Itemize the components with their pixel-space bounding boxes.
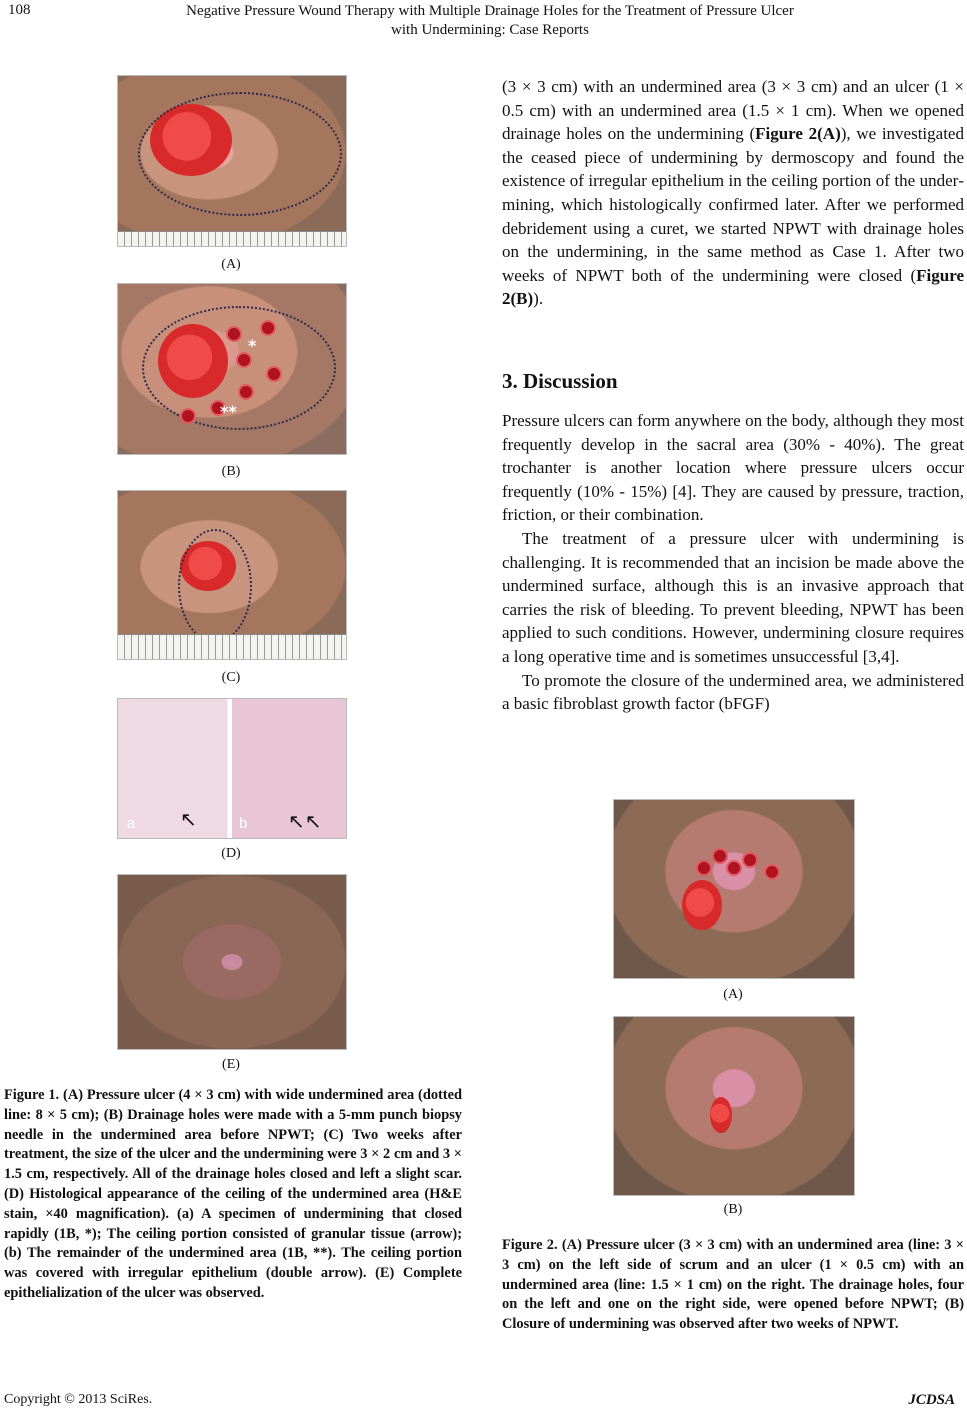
figure2-label-b: (B) bbox=[723, 1202, 743, 1217]
drainage-hole bbox=[226, 326, 242, 342]
figure1-label-b: (B) bbox=[221, 464, 241, 479]
figure1-label-d: (D) bbox=[221, 846, 241, 861]
figure2-panel-a-photo bbox=[613, 799, 855, 979]
section-heading-discussion: 3. Discussion bbox=[502, 369, 618, 393]
figure1-panel-d-histology bbox=[117, 698, 347, 839]
drainage-hole bbox=[260, 320, 276, 336]
double-arrow-icon: ↖↖ bbox=[288, 809, 322, 833]
drainage-hole bbox=[696, 860, 712, 876]
running-title bbox=[100, 2, 880, 40]
figure1-panel-e-photo bbox=[117, 874, 347, 1050]
discussion-text bbox=[502, 409, 964, 716]
drainage-hole bbox=[712, 848, 728, 864]
drainage-hole bbox=[726, 860, 742, 876]
undermining-outline bbox=[178, 529, 252, 643]
running-title-line-1: Negative Pressure Wound Therapy with Multiple Drainage Holes for the Treatment of Pressure Ulcer bbox=[186, 3, 794, 19]
undermining-outline bbox=[142, 306, 336, 430]
discussion-paragraph-3: To promote the closure of the undermined area, we administered a basic fibroblast growth factor (bFGF) bbox=[502, 670, 964, 714]
running-title-line-2: with Undermining: Case Reports bbox=[391, 22, 589, 38]
figure2-label-a: (A) bbox=[723, 987, 743, 1002]
double-star-marker: ** bbox=[220, 402, 237, 421]
figure1-caption: Figure 1. (A) Pressure ulcer (4 × 3 cm) with wide undermined area (dotted line: 8 × 5 cm); (B) Drainage holes were made with a 5-mm punch biopsy needle in the undermined area before NPWT; (C) Two weeks after treatment, the size of the ulcer and the undermining were 3 × 2 cm and 3 × 1.5 cm, respectively. All of the drainage holes closed and left a slight scar. (D) Histological appearance of the ceiling of the undermined area (H&E stain, ×40 magnification). (a) A specimen of undermining that closed rapidly (1B, *); The ceiling portion consisted of granular tissue (arrow); (b) The remainder of the undermined area (1B, **). The ceiling portion was covered with irregular epithelium (double arrow). (E) Complete epithelialization of the ulcer was observed. bbox=[4, 1087, 462, 1301]
footer-journal-name: JCDSA bbox=[908, 1392, 955, 1408]
footer-copyright: Copyright © 2013 SciRes. bbox=[4, 1392, 153, 1407]
figure2-caption: Figure 2. (A) Pressure ulcer (3 × 3 cm) with an undermined area (line: 3 × 3 cm) on the left side of scrum and an ulcer (1 × 0.5 cm) with an undermined area (line: 1.5 × 1 cm) on the right. The drainage holes, four on the left and one on the right side, were opened before NPWT; (B) Closure of undermining was observed after two weeks of NPWT. bbox=[502, 1237, 964, 1333]
drainage-hole bbox=[180, 408, 196, 424]
figure1-panel-c-photo bbox=[117, 490, 347, 660]
measurement-ruler bbox=[118, 634, 346, 659]
undermining-outline bbox=[138, 92, 342, 216]
figure1-label-c: (C) bbox=[221, 670, 241, 685]
drainage-hole bbox=[238, 384, 254, 400]
figure-ref-2a: Figure 2(A) bbox=[755, 124, 841, 144]
figure-ref-2b: Figure 2(B) bbox=[502, 265, 964, 309]
measurement-ruler bbox=[118, 231, 346, 246]
ulcer-wound bbox=[682, 880, 722, 930]
figure2-panel-b-photo bbox=[613, 1016, 855, 1196]
figure1-label-e: (E) bbox=[222, 1057, 240, 1072]
histology-label-b: b bbox=[239, 815, 248, 832]
figure1-label-a: (A) bbox=[221, 257, 241, 272]
figure1-panel-a-photo bbox=[117, 75, 347, 247]
continued-paragraph bbox=[502, 75, 964, 311]
continued-text-2: ), we investigated the ceased piece of undermining by dermoscopy and found the existence of irregular epithelium in the ceiling portion of the undermining, which histologically confirmed later. After we performed debridement using a curet, we started NPWT with drainage holes on the undermining, in the same method as Case 1. After two weeks of NPWT both of the undermining were closed ( bbox=[502, 124, 964, 285]
drainage-hole bbox=[266, 366, 282, 382]
drainage-hole bbox=[742, 852, 758, 868]
arrow-icon: ↖ bbox=[180, 807, 197, 831]
histology-label-a: a bbox=[127, 815, 136, 832]
ulcer-wound bbox=[710, 1097, 732, 1133]
continued-text-1: (3 × 3 cm) with an undermined area (3 × 3 cm) and an ulcer (1 × 0.5 cm) with an undermined area (1.5 × 1 cm). When we opened drainage holes on the undermining ( bbox=[502, 77, 964, 144]
single-star-marker: * bbox=[248, 336, 257, 355]
continued-text-3: ). bbox=[533, 289, 544, 309]
discussion-paragraph-1: Pressure ulcers can form anywhere on the body, although they most frequently develop in the sacral area (30% - 40%). The great trochanter is another location where pressure ulcers occur frequently (10% - 15%) [4]. They are caused by pressure, traction, friction, or their combination. bbox=[502, 411, 964, 525]
discussion-paragraph-2: The treatment of a pressure ulcer with undermining is challenging. It is recommended that an incision be made above the undermined surface, although this is an invasive approach that carries the risk of bleeding. To prevent bleeding, NPWT has been applied to such conditions. However, undermining closure requires a long operative time and is sometimes unsuccessful [3,4]. bbox=[502, 528, 964, 666]
drainage-hole bbox=[764, 864, 780, 880]
figure1-panel-b-photo bbox=[117, 283, 347, 455]
page-number: 108 bbox=[8, 2, 31, 18]
